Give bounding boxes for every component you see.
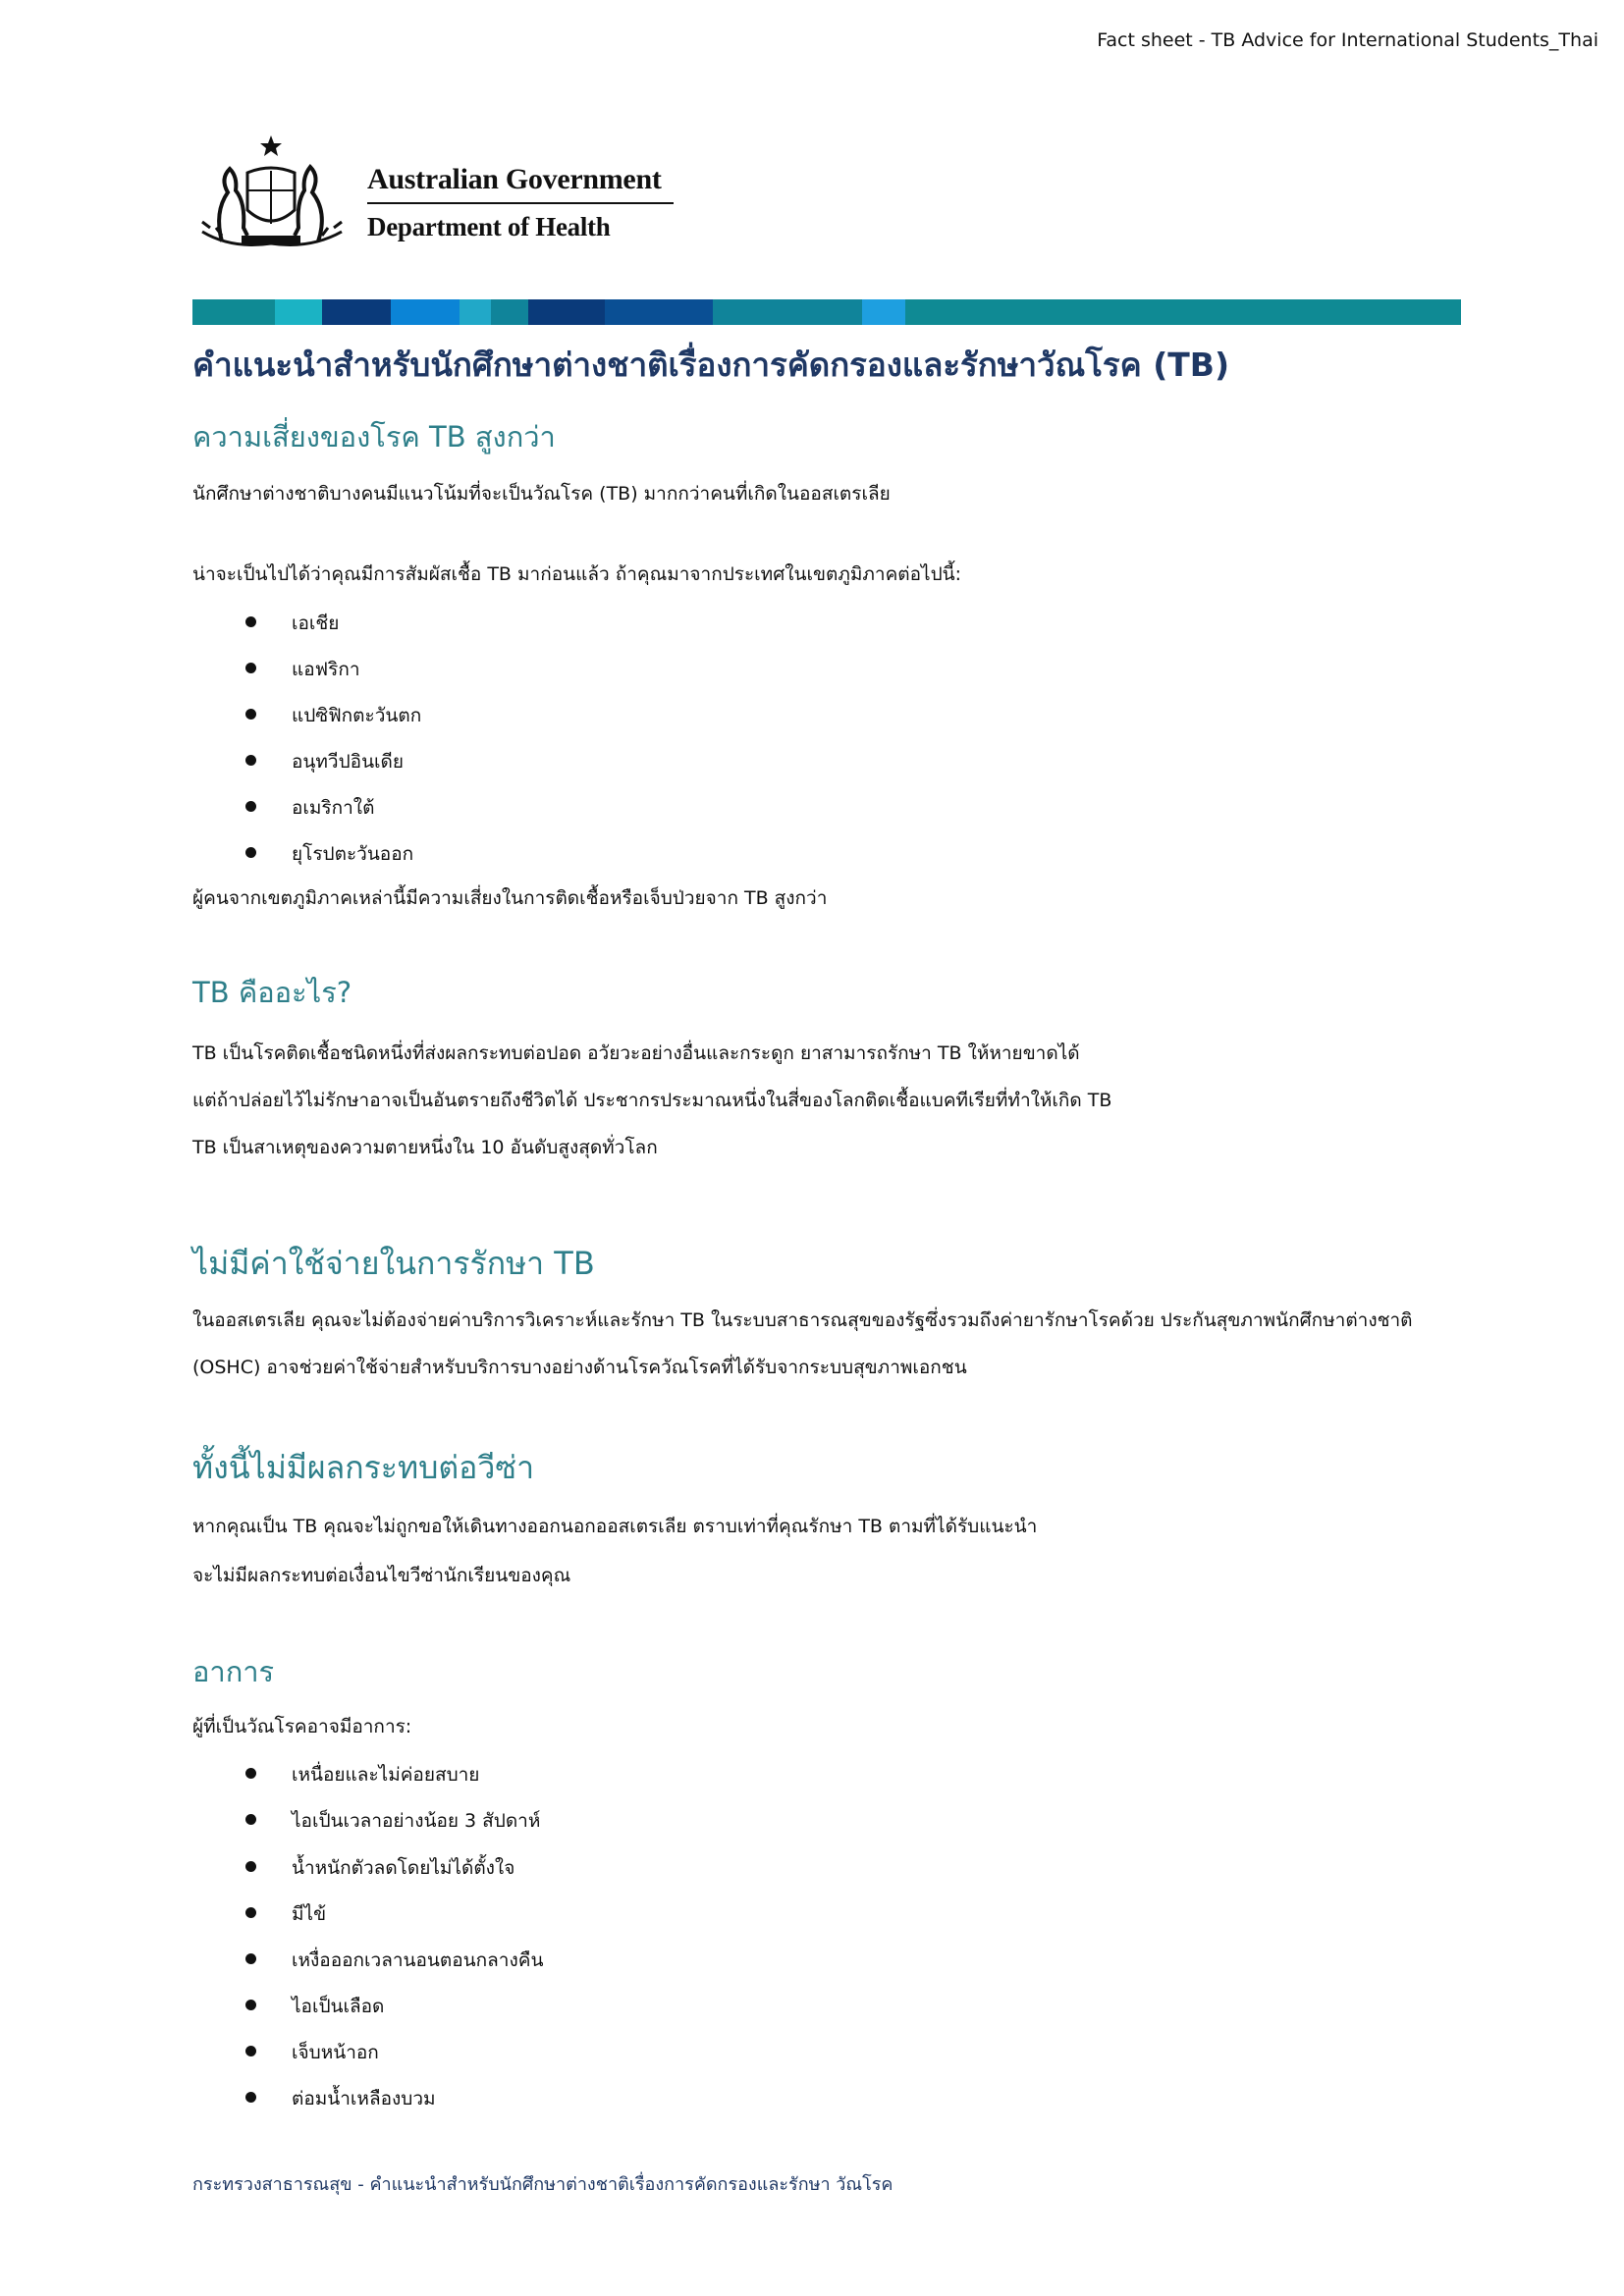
bullet-icon (245, 1953, 256, 1964)
section-heading-risk: ความเสี่ยงของโรค TB สูงกว่า (192, 420, 556, 454)
list-item: ยุโรปตะวันออก (245, 839, 413, 869)
paragraph: ผู้คนจากเขตภูมิภาคเหล่านี้มีความเสี่ยงในการติดเชื้อหรือเจ็บป่วยจาก TB สูงกว่า (192, 887, 828, 909)
page-title: คำแนะนำสำหรับนักศึกษาต่างชาติเรื่องการคัดกรองและรักษาวัณโรค (TB) (192, 346, 1230, 384)
paragraph: (OSHC) อาจช่วยค่าใช้จ่ายสำหรับบริการบางอย่างด้านโรควัณโรคที่ได้รับจากระบบสุขภาพเอกชน (192, 1357, 967, 1378)
bullet-icon (245, 1907, 256, 1918)
australian-government-logo (192, 133, 683, 259)
bullet-icon (245, 847, 256, 858)
department-name: Department of Health (367, 212, 611, 241)
list-item: ต่อมน้ำเหลืองบวม (245, 2084, 436, 2113)
list-item: อนุทวีปอินเดีย (245, 747, 404, 776)
bullet-icon (245, 2046, 256, 2056)
bullet-icon (245, 755, 256, 766)
section-heading-no-cost: ไม่มีค่าใช้จ่ายในการรักษา TB (192, 1245, 595, 1282)
paragraph: TB เป็นโรคติดเชื้อชนิดหนึ่งที่ส่งผลกระทบต่อปอด อวัยวะอย่างอื่นและกระดูก ยาสามารถรักษา TB ให้หายขาดได้ (192, 1042, 1080, 1064)
bullet-icon (245, 2092, 256, 2103)
paragraph: ผู้ที่เป็นวัณโรคอาจมีอาการ: (192, 1716, 412, 1737)
government-name: Australian Government (367, 163, 662, 195)
list-item: แอฟริกา (245, 655, 360, 684)
bullet-icon (245, 1768, 256, 1779)
paragraph: นักศึกษาต่างชาติบางคนมีแนวโน้มที่จะเป็นวัณโรค (TB) มากกว่าคนที่เกิดในออสเตรเลีย (192, 483, 891, 505)
section-heading-what-is-tb: TB คืออะไร? (192, 976, 352, 1009)
coat-of-arms-icon (192, 133, 352, 253)
paragraph: จะไม่มีผลกระทบต่อเงื่อนไขวีซ่านักเรียนของคุณ (192, 1565, 571, 1586)
bullet-icon (245, 1814, 256, 1825)
section-heading-symptoms: อาการ (192, 1655, 275, 1688)
list-item: เจ็บหน้าอก (245, 2038, 379, 2067)
paragraph: แต่ถ้าปล่อยไว้ไม่รักษาอาจเป็นอันตรายถึงชีวิตได้ ประชากรประมาณหนึ่งในสี่ของโลกติดเชื้อแบคทีเรียที่ทำให้เกิด TB (192, 1090, 1112, 1111)
page-footer: กระทรวงสาธารณสุข - คำแนะนำสำหรับนักศึกษาต่างชาติเรื่องการคัดกรองและรักษา วัณโรค (192, 2174, 893, 2195)
bullet-icon (245, 663, 256, 673)
bullet-icon (245, 1861, 256, 1872)
list-item: ไอเป็นเวลาอย่างน้อย 3 สัปดาห์ (245, 1806, 540, 1836)
list-item: เอเชีย (245, 609, 339, 638)
running-header: Fact sheet - TB Advice for International Students_Thai (1097, 29, 1598, 51)
list-item: ไอเป็นเลือด (245, 1992, 384, 2021)
list-item: น้ำหนักตัวลดโดยไม่ได้ตั้งใจ (245, 1853, 514, 1883)
decorative-color-band (192, 299, 1461, 325)
paragraph: ในออสเตรเลีย คุณจะไม่ต้องจ่ายค่าบริการวิเคราะห์และรักษา TB ในระบบสาธารณสุขของรัฐซึ่งรวมถึงค่ายารักษาโรคด้วย ประกันสุขภาพนักศึกษาต่างชาติ (192, 1309, 1413, 1331)
list-item: เหงื่อออกเวลานอนตอนกลางคืน (245, 1946, 543, 1975)
paragraph: TB เป็นสาเหตุของความตายหนึ่งใน 10 อันดับสูงสุดทั่วโลก (192, 1137, 658, 1158)
list-item: แปซิฟิกตะวันตก (245, 701, 421, 730)
paragraph: หากคุณเป็น TB คุณจะไม่ถูกขอให้เดินทางออกนอกออสเตรเลีย ตราบเท่าที่คุณรักษา TB ตามที่ได้รับแนะนำ (192, 1516, 1038, 1537)
bullet-icon (245, 2000, 256, 2010)
bullet-icon (245, 709, 256, 720)
paragraph: น่าจะเป็นไปได้ว่าคุณมีการสัมผัสเชื้อ TB มาก่อนแล้ว ถ้าคุณมาจากประเทศในเขตภูมิภาคต่อไปนี้: (192, 563, 962, 585)
bullet-icon (245, 616, 256, 627)
list-item: เหนื่อยและไม่ค่อยสบาย (245, 1760, 479, 1789)
section-heading-visa: ทั้งนี้ไม่มีผลกระทบต่อวีซ่า (192, 1449, 535, 1486)
bullet-icon (245, 801, 256, 812)
list-item: มีไข้ (245, 1899, 326, 1929)
list-item: อเมริกาใต้ (245, 793, 374, 823)
